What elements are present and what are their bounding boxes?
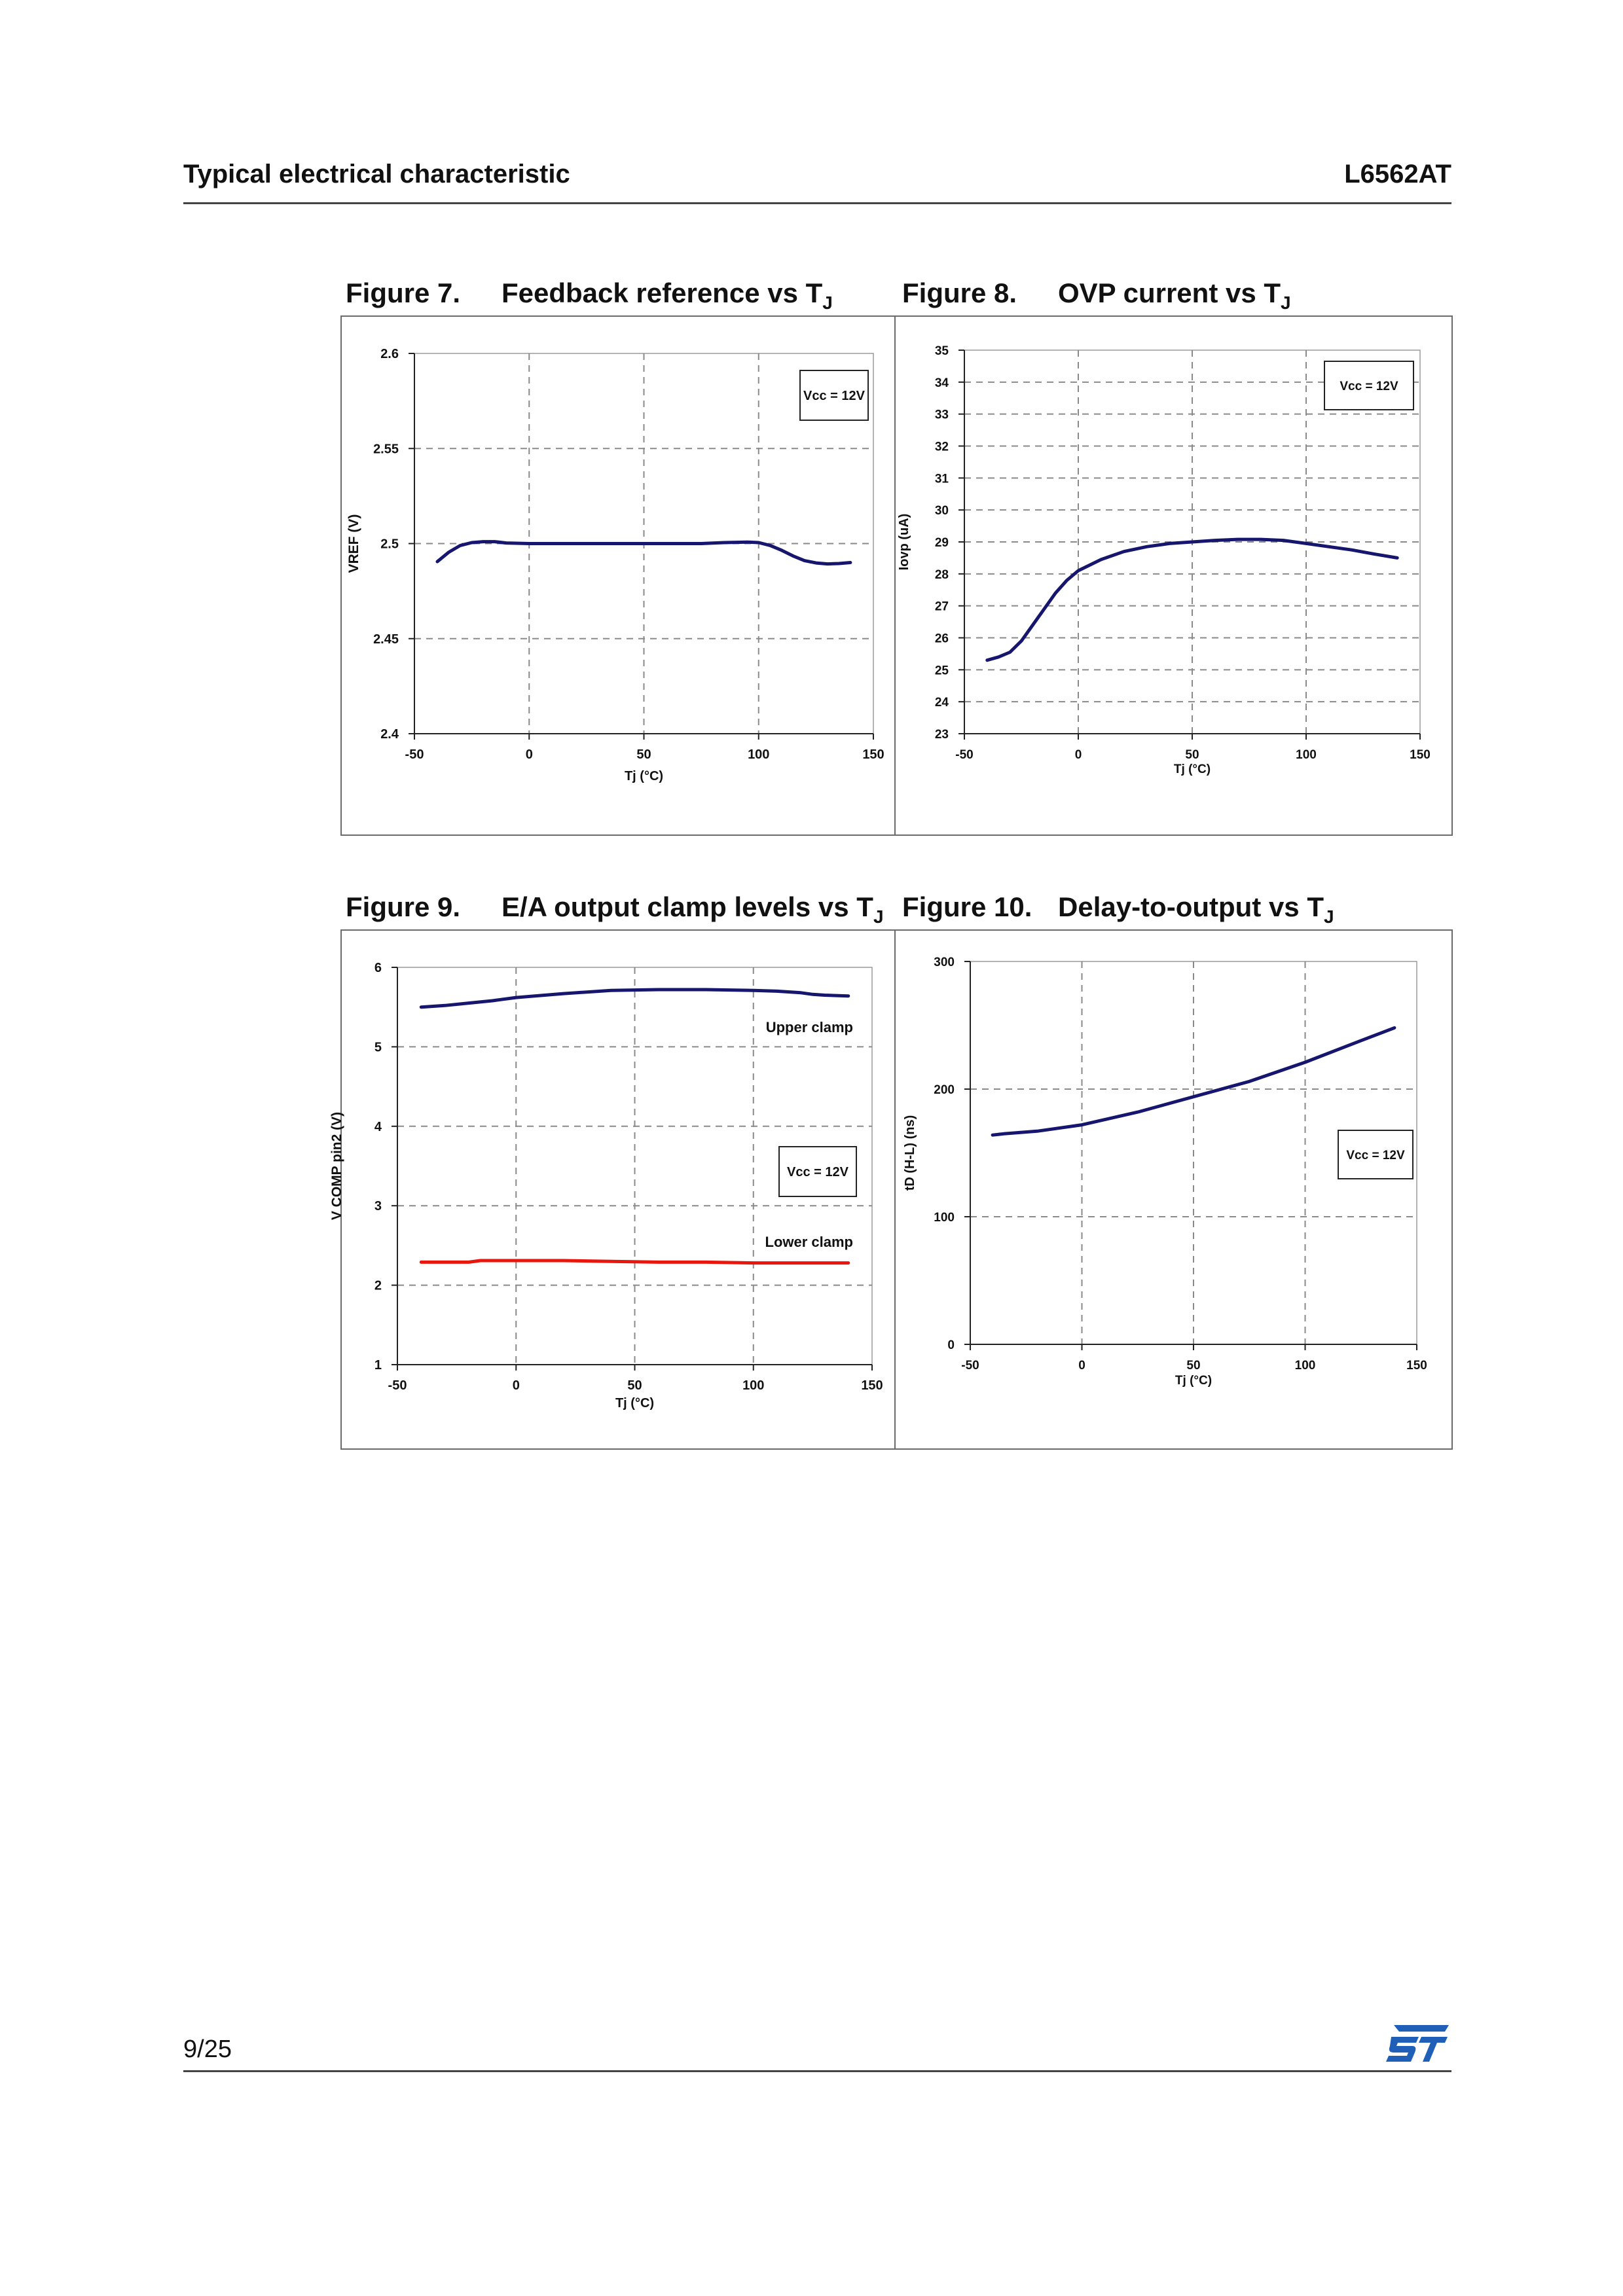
figure-7-title: Figure 7. Feedback reference vs $T_J$: [346, 278, 833, 313]
y-tick-label: 300: [934, 956, 955, 969]
figure-8-title: Figure 8. OVP current vs $T_J$: [902, 278, 1291, 313]
annotation-label: Vcc = 12V: [787, 1165, 848, 1179]
x-tick-label: 0: [1074, 748, 1082, 762]
x-tick-label: 100: [742, 1378, 765, 1393]
x-tick-label: 0: [525, 747, 533, 762]
x-axis-label: Tj (°C): [1175, 1374, 1213, 1388]
y-tick-label: 2.5: [380, 537, 399, 552]
x-tick-label: 150: [862, 747, 884, 762]
x-tick-label: 150: [1410, 748, 1431, 762]
y-tick-label: 32: [934, 440, 949, 454]
y-tick-label: 3: [374, 1199, 382, 1214]
y-tick-label: 100: [934, 1211, 955, 1225]
y-tick-label: 200: [934, 1083, 955, 1097]
y-tick-label: 6: [374, 961, 382, 975]
y-tick-label: 2.6: [380, 347, 399, 361]
y-tick-label: 24: [934, 696, 949, 710]
annotation-label: Vcc = 12V: [1346, 1149, 1405, 1162]
x-axis-label: Tj (°C): [624, 769, 664, 783]
x-axis-label: Tj (°C): [1173, 762, 1211, 776]
y-tick-label: 33: [934, 408, 949, 422]
figure-9-title: Figure 9. E/A output clamp levels vs $T_J$: [346, 891, 884, 927]
y-tick-label: 31: [934, 472, 949, 486]
x-tick-label: 0: [512, 1378, 520, 1393]
x-axis-label: Tj (°C): [615, 1396, 655, 1410]
x-tick-label: -50: [961, 1359, 979, 1372]
y-tick-label: 28: [934, 567, 949, 582]
part-number: L6562AT: [1344, 160, 1451, 188]
y-axis-label: VREF (V): [346, 514, 361, 573]
annotation-label: Vcc = 12V: [803, 389, 865, 403]
figure-10-title: Figure 10. Delay-to-output vs $T_J$: [902, 891, 1334, 927]
y-tick-label: 0: [947, 1338, 955, 1352]
y-axis-label: tD (H-L) (ns): [903, 1115, 917, 1191]
y-tick-label: 2.4: [380, 727, 399, 742]
y-tick-label: 29: [934, 536, 949, 550]
section-title: Typical electrical characteristic: [183, 160, 570, 188]
x-tick-label: -50: [388, 1378, 407, 1393]
y-axis-label: Iovp (uA): [897, 513, 911, 571]
x-tick-label: -50: [955, 748, 974, 762]
y-tick-label: 23: [934, 728, 949, 742]
y-tick-label: 27: [934, 600, 949, 614]
y-tick-label: 5: [374, 1040, 382, 1055]
y-tick-label: 4: [374, 1119, 382, 1134]
x-tick-label: 50: [1185, 748, 1199, 762]
y-tick-label: 2: [374, 1278, 382, 1293]
y-tick-label: 35: [934, 344, 949, 358]
y-tick-label: 26: [934, 632, 949, 646]
x-tick-label: 50: [636, 747, 651, 762]
x-tick-label: -50: [405, 747, 424, 762]
y-tick-label: 1: [374, 1358, 382, 1372]
x-tick-label: 0: [1078, 1359, 1085, 1372]
footer-rule: [183, 2070, 1451, 2072]
y-tick-label: 2.55: [373, 442, 399, 457]
series-label: Lower clamp: [765, 1234, 853, 1250]
annotation-label: Vcc = 12V: [1340, 380, 1398, 393]
st-logo-icon: [1385, 2022, 1450, 2066]
x-tick-label: 100: [748, 747, 770, 762]
y-tick-label: 2.45: [373, 632, 399, 647]
x-tick-label: 150: [1406, 1359, 1427, 1372]
series-label: Upper clamp: [765, 1019, 853, 1035]
x-tick-label: 50: [627, 1378, 642, 1393]
x-tick-label: 50: [1186, 1359, 1201, 1372]
x-tick-label: 100: [1296, 748, 1317, 762]
y-tick-label: 25: [934, 664, 949, 678]
page-number: 9/25: [183, 2036, 232, 2063]
x-tick-label: 150: [861, 1378, 883, 1393]
y-tick-label: 30: [934, 504, 949, 518]
y-tick-label: 34: [934, 376, 949, 390]
x-tick-label: 100: [1294, 1359, 1316, 1372]
y-axis-label: V COMP pin2 (V): [329, 1111, 344, 1221]
